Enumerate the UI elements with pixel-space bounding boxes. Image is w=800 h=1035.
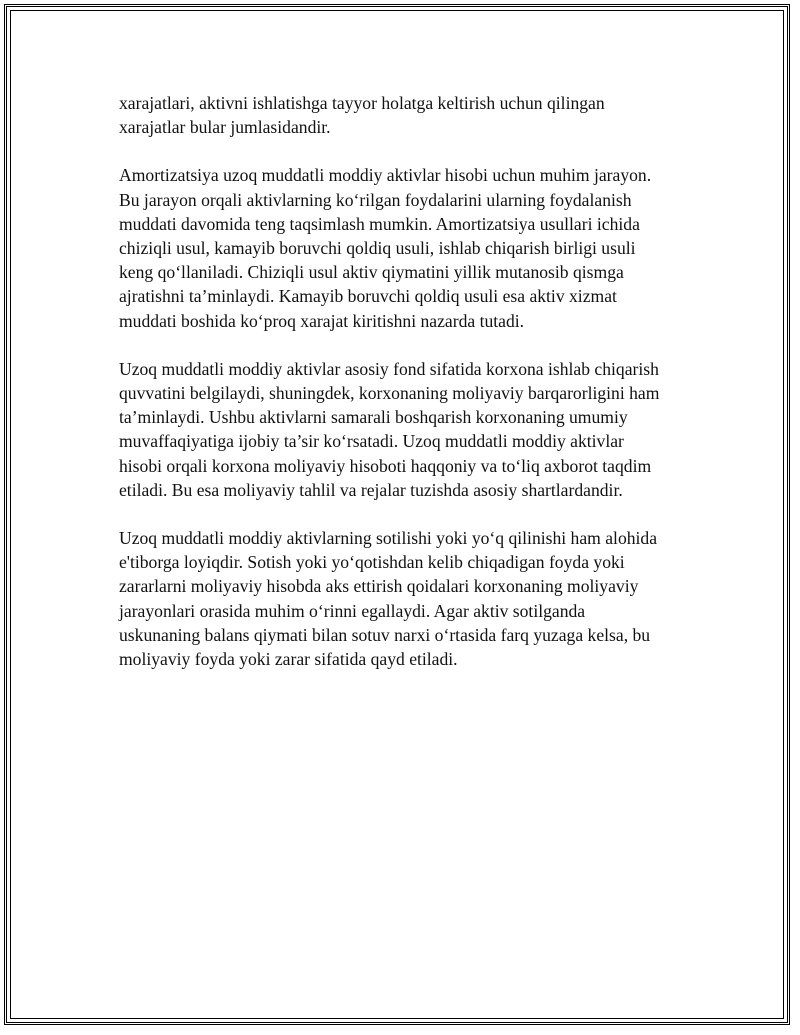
text-line: moliyaviy foyda yoki zarar sifatida qayd etiladi.	[119, 649, 458, 670]
paragraph-4	[119, 526, 694, 671]
text-line: keng qo‘llaniladi. Chiziqli usul aktiv qiymatini yillik mutanosib qismga	[119, 262, 624, 283]
text-line: muddati davomida teng taqsimlash mumkin. Amortizatsiya usullari ichida	[119, 213, 640, 234]
text-line: Uzoq muddatli moddiy aktivlarning sotilishi yoki yo‘q qilinishi ham alohida	[119, 528, 658, 549]
text-line: Bu jarayon orqali aktivlarning ko‘rilgan foydalarini ularning foydalanish	[119, 189, 632, 210]
text-line: Uzoq muddatli moddiy aktivlar asosiy fond sifatida korxona ishlab chiqarish	[119, 358, 659, 379]
text-line: xarajatlari, aktivni ishlatishga tayyor holatga keltirish uchun qilingan	[119, 93, 605, 113]
text-line: etiladi. Bu esa moliyaviy tahlil va rejalar tuzishda asosiy shartlardandir.	[119, 479, 623, 500]
paragraph-3	[119, 357, 694, 502]
document-body	[119, 91, 694, 695]
text-line: quvvatini belgilaydi, shuningdek, korxonaning moliyaviy barqarorligini ham	[119, 383, 660, 404]
text-line: ta’minlaydi. Ushbu aktivlarni samarali boshqarish korxonaning umumiy	[119, 407, 628, 428]
text-line: ajratishni ta’minlaydi. Kamayib boruvchi qoldiq usuli esa aktiv xizmat	[119, 286, 617, 307]
text-line: hisobi orqali korxona moliyaviy hisoboti haqqoniy va to‘liq axborot taqdim	[119, 455, 652, 476]
text-line: muvaffaqiyatiga ijobiy ta’sir ko‘rsatadi. Uzoq muddatli moddiy aktivlar	[119, 431, 624, 452]
paragraph-1	[119, 91, 694, 139]
text-line: uskunaning balans qiymati bilan sotuv narxi o‘rtasida farq yuzaga kelsa, bu	[119, 624, 651, 645]
text-line: muddati boshida ko‘proq xarajat kiritishni nazarda tutadi.	[119, 310, 525, 331]
text-line: zararlarni moliyaviy hisobda aks ettirish qoidalari korxonaning moliyaviy	[119, 576, 639, 597]
text-line: chiziqli usul, kamayib boruvchi qoldiq usuli, ishlab chiqarish birligi usuli	[119, 238, 636, 259]
text-line: e'tiborga loyiqdir. Sotish yoki yo‘qotishdan kelib chiqadigan foyda yoki	[119, 552, 625, 573]
text-line: xarajatlar bular jumlasidandir.	[119, 117, 331, 138]
paragraph-2	[119, 163, 694, 332]
text-line: jarayonlari orasida muhim o‘rinni egallaydi. Agar aktiv sotilganda	[119, 600, 586, 621]
text-line: Amortizatsiya uzoq muddatli moddiy aktivlar hisobi uchun muhim jarayon.	[119, 165, 652, 186]
